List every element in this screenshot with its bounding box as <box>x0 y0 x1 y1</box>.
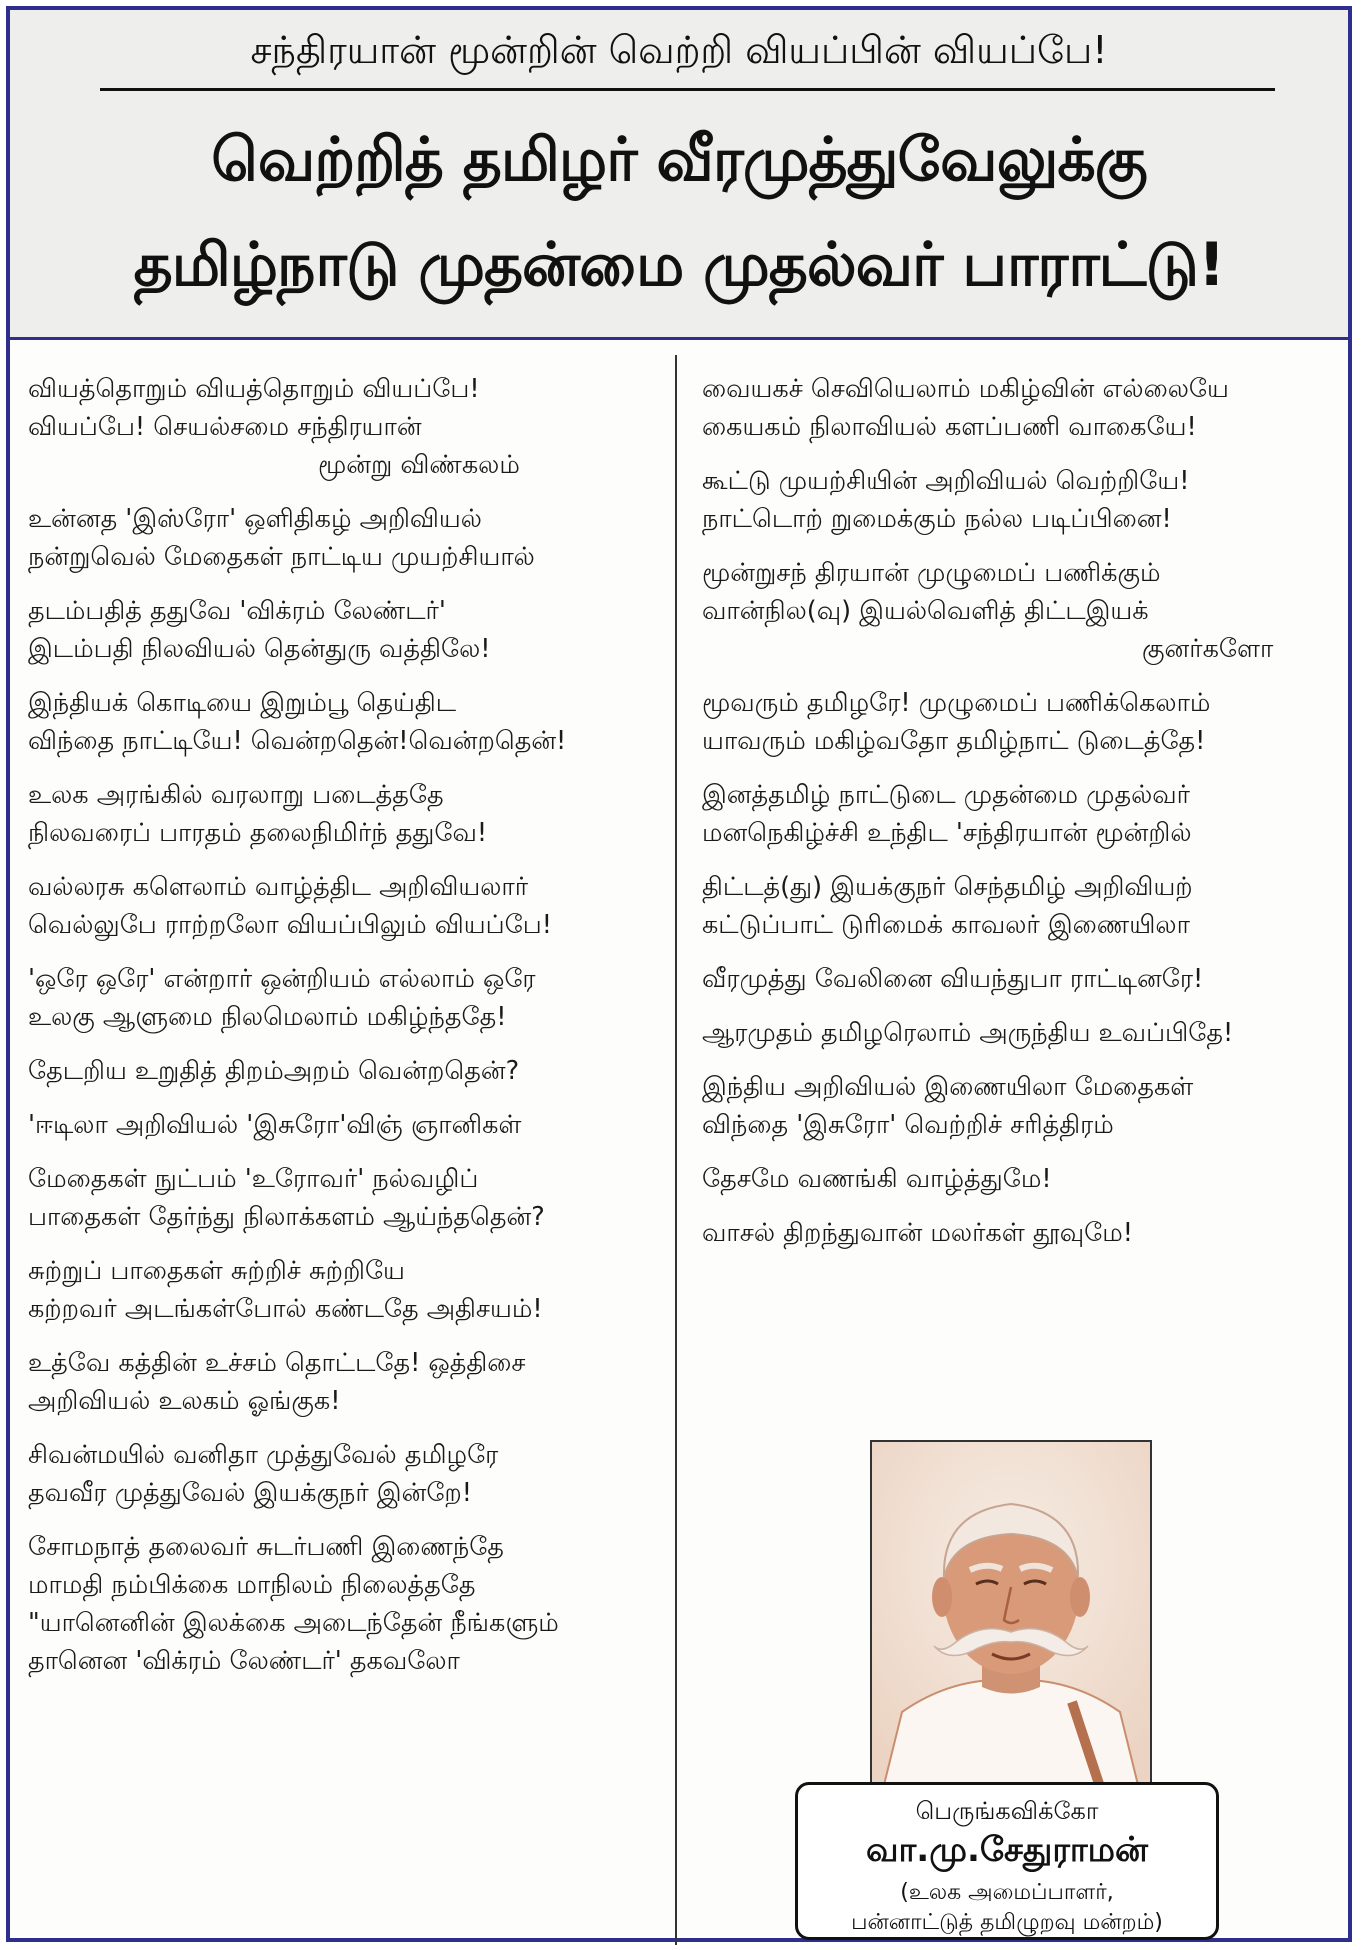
poem-line: தேசமே வணங்கி வாழ்த்துமே! <box>702 1164 1052 1194</box>
poem-line: 'ஈடிலா அறிவியல் 'இசுரோ'விஞ் ஞானிகள் <box>28 1110 522 1140</box>
headline-line-1: வெற்றித் தமிழர் வீரமுத்துவேலுக்கு <box>211 125 1147 195</box>
signature-box <box>795 1782 1219 1940</box>
author-honorific: பெருங்கவிக்கோ <box>915 1797 1099 1825</box>
poem-line: தானென 'விக்ரம் லேண்டர்' தகவலோ <box>28 1646 460 1676</box>
stanza <box>28 370 668 484</box>
author-name: வா.மு.சேதுராமன் <box>866 1830 1148 1870</box>
poem-line: வல்லரசு களெலாம் வாழ்த்திட அறிவியலார் <box>28 872 529 902</box>
stanza <box>702 1214 1342 1252</box>
poem-left-column <box>28 370 668 1696</box>
subtitle: சந்திரயான் மூன்றின் வெற்றி வியப்பின் வியப்பே! <box>250 28 1108 72</box>
poem-line: வையகச் செவியெலாம் மகிழ்வின் எல்லையே <box>702 374 1229 404</box>
poem-line: இந்திய அறிவியல் இணையிலா மேதைகள் <box>702 1072 1194 1102</box>
poem-line: ஆரமுதம் தமிழரெலாம் அருந்திய உவப்பிதே! <box>702 1018 1234 1048</box>
poem-line: வியப்பே! செயல்சமை சந்திரயான் <box>28 412 422 442</box>
poem-line: கற்றவர் அடங்கள்போல் கண்டதே அதிசயம்! <box>28 1294 543 1324</box>
stanza <box>702 684 1342 760</box>
poem-line: கையகம் நிலாவியல் களப்பணி வாகையே! <box>702 412 1197 442</box>
poem-line: நிலவரைப் பாரதம் தலைநிமிர்ந் ததுவே! <box>28 818 488 848</box>
column-divider <box>675 355 677 1945</box>
poem-line: வான்நில(வு) இயல்வெளித் திட்டஇயக் <box>702 596 1149 626</box>
poem-line: திட்டத்(து) இயக்குநர் செந்தமிழ் அறிவியற் <box>702 872 1193 902</box>
author-role-line-1: (உலக அமைப்பாளர், <box>900 1880 1114 1905</box>
stanza <box>28 960 668 1036</box>
stanza <box>28 592 668 668</box>
stanza <box>702 960 1342 998</box>
poem-line: வியத்தொறும் வியத்தொறும் வியப்பே! <box>28 374 480 404</box>
author-role-line-2: பன்னாட்டுத் தமிழுறவு மன்றம்) <box>851 1910 1163 1935</box>
poem-line: உத்வே கத்தின் உச்சம் தொட்டதே! ஒத்திசை <box>28 1348 526 1378</box>
stanza <box>702 462 1342 538</box>
poem-line: வெல்லுபே ராற்றலோ வியப்பிலும் வியப்பே! <box>28 910 552 940</box>
poem-line: மாமதி நம்பிக்கை மாநிலம் நிலைத்ததே <box>28 1570 476 1600</box>
poem-line: கட்டுப்பாட் டுரிமைக் காவலர் இணையிலா <box>702 910 1190 940</box>
stanza <box>28 1436 668 1512</box>
poem-line: உலகு ஆளுமை நிலமெலாம் மகிழ்ந்ததே! <box>28 1002 507 1032</box>
stanza <box>28 1052 668 1090</box>
author-portrait <box>870 1440 1152 1795</box>
poem-line: நன்றுவெல் மேதைகள் நாட்டிய முயற்சியால் <box>28 542 535 572</box>
stanza <box>702 1068 1342 1144</box>
poem-line: 'ஒரே ஒரே' என்றார் ஒன்றியம் எல்லாம் ஒரே <box>28 964 536 994</box>
poem-line: உலக அரங்கில் வரலாறு படைத்ததே <box>28 780 444 810</box>
poem-line: அறிவியல் உலகம் ஓங்குக! <box>28 1386 341 1416</box>
poem-line: விந்தை 'இசுரோ' வெற்றிச் சரித்திரம் <box>702 1110 1114 1140</box>
stanza <box>28 1528 668 1680</box>
poem-line: மூன்று விண்கலம் <box>318 450 520 480</box>
poem-line: உன்னத 'இஸ்ரோ' ஒளிதிகழ் அறிவியல் <box>28 504 482 534</box>
stanza <box>702 370 1342 446</box>
poem-line: "யானெனின் இலக்கை அடைந்தேன் நீங்களும் <box>28 1608 559 1638</box>
poem-line: குனர்களோ <box>1142 634 1274 664</box>
stanza <box>28 868 668 944</box>
portrait-illustration <box>872 1442 1150 1793</box>
subtitle-underline <box>100 88 1275 91</box>
poem-line: சிவன்மயில் வனிதா முத்துவேல் தமிழரே <box>28 1440 499 1470</box>
poem-line: கூட்டு முயற்சியின் அறிவியல் வெற்றியே! <box>702 466 1190 496</box>
poem-line: பாதைகள் தேர்ந்து நிலாக்களம் ஆய்ந்ததென்? <box>28 1202 545 1232</box>
poem-line: மேதைகள் நுட்பம் 'உரோவர்' நல்வழிப் <box>28 1164 479 1194</box>
poem-line: யாவரும் மகிழ்வதோ தமிழ்நாட் டுடைத்தே! <box>702 726 1206 756</box>
poem-line: வீரமுத்து வேலினை வியந்துபா ராட்டினரே! <box>702 964 1204 994</box>
headline-line-2: தமிழ்நாடு முதன்மை முதல்வர் பாராட்டு! <box>133 230 1225 300</box>
poem-line: இந்தியக் கொடியை இறும்பூ தெய்திட <box>28 688 457 718</box>
stanza <box>28 1106 668 1144</box>
page-frame <box>6 6 1352 1942</box>
poem-line: சுற்றுப் பாதைகள் சுற்றிச் சுற்றியே <box>28 1256 405 1286</box>
poem-line: நாட்டொற் றுமைக்கும் நல்ல படிப்பினை! <box>702 504 1172 534</box>
poem-right-column <box>702 370 1342 1268</box>
stanza <box>28 1344 668 1420</box>
stanza <box>702 554 1342 668</box>
poem-line: தடம்பதித் ததுவே 'விக்ரம் லேண்டர்' <box>28 596 446 626</box>
poem-line: மூன்றுசந் திரயான் முழுமைப் பணிக்கும் <box>702 558 1161 588</box>
poem-line: விந்தை நாட்டியே! வென்றதென்!வென்றதென்! <box>28 726 567 756</box>
poem-line: இடம்பதி நிலவியல் தென்துரு வத்திலே! <box>28 634 491 664</box>
poem-line: மூவரும் தமிழரே! முழுமைப் பணிக்கெலாம் <box>702 688 1211 718</box>
poem-line: இனத்தமிழ் நாட்டுடை முதன்மை முதல்வர் <box>702 780 1190 810</box>
stanza <box>702 868 1342 944</box>
stanza <box>28 1160 668 1236</box>
header <box>10 10 1348 340</box>
poem-line: மனநெகிழ்ச்சி உந்திட 'சந்திரயான் மூன்றில் <box>702 818 1192 848</box>
stanza <box>28 1252 668 1328</box>
stanza <box>28 684 668 760</box>
poem-line: தவவீர முத்துவேல் இயக்குநர் இன்றே! <box>28 1478 473 1508</box>
stanza <box>28 776 668 852</box>
stanza <box>28 500 668 576</box>
poem-line: தேடறிய உறுதித் திறம்அறம் வென்றதென்? <box>28 1056 520 1086</box>
stanza <box>702 1160 1342 1198</box>
stanza <box>702 1014 1342 1052</box>
poem-line: வாசல் திறந்துவான் மலர்கள் தூவுமே! <box>702 1218 1133 1248</box>
poem-line: சோமநாத் தலைவர் சுடர்பணி இணைந்தே <box>28 1532 504 1562</box>
stanza <box>702 776 1342 852</box>
